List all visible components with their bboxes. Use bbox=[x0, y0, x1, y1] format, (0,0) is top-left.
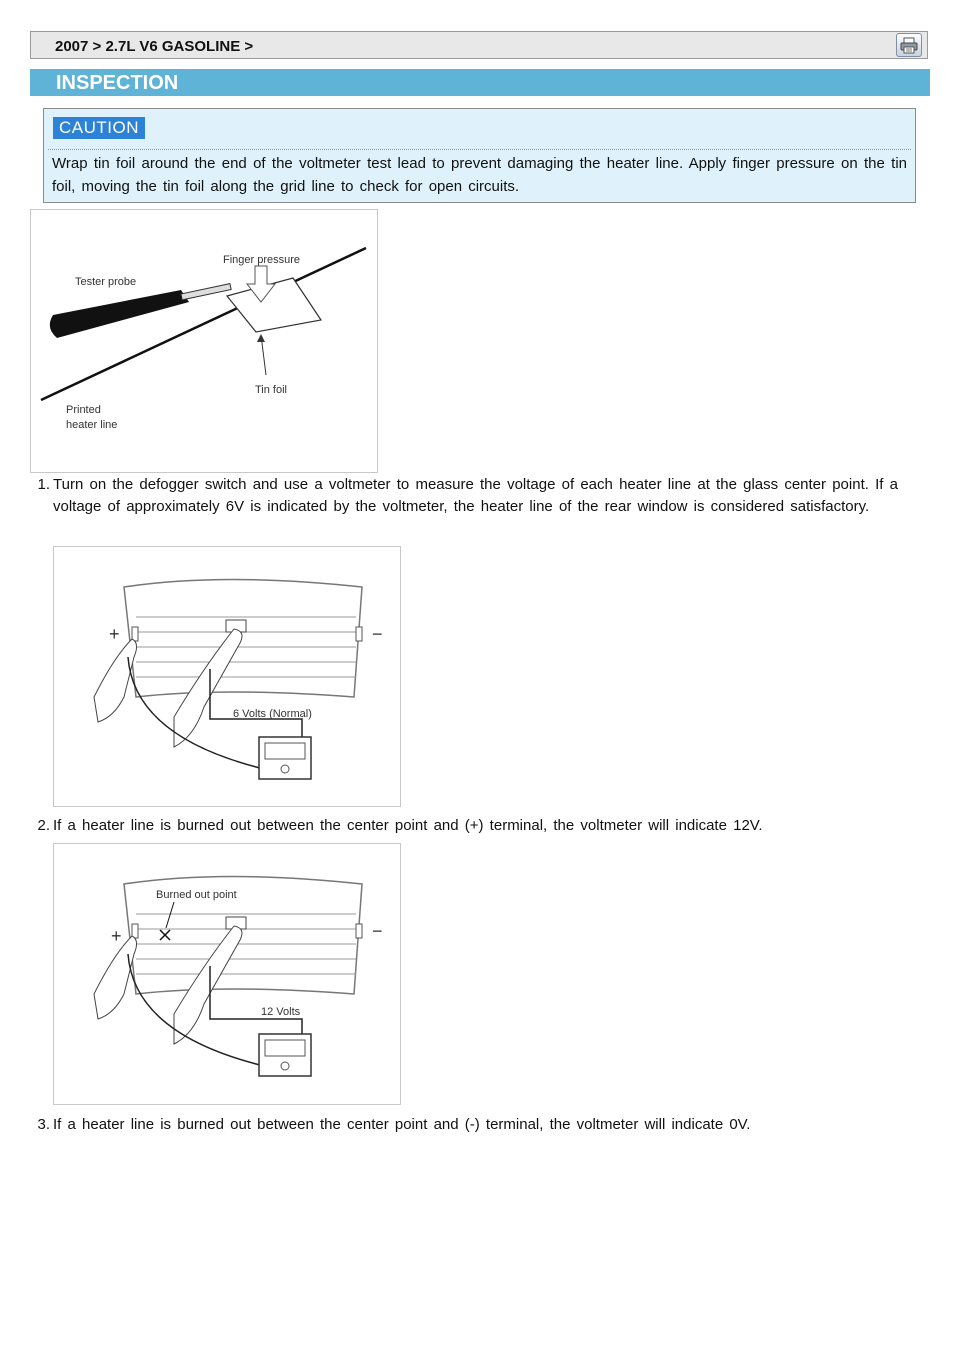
caution-divider bbox=[48, 149, 911, 150]
tin-foil-label: Tin foil bbox=[255, 384, 287, 396]
step-text: If a heater line is burned out between the center point and (-) terminal, the voltmeter will indicate 0V. bbox=[53, 1116, 751, 1133]
caution-text: Wrap tin foil around the end of the voltmeter test lead to prevent damaging the heater line. Apply finger pressure on the tin foil, moving the tin foil along the grid line to check for open circuits. bbox=[52, 155, 907, 195]
section-title: INSPECTION bbox=[56, 72, 179, 94]
step-2 bbox=[30, 815, 900, 837]
breadcrumb-text[interactable]: 2007 > 2.7L V6 GASOLINE > bbox=[55, 38, 254, 55]
six-volts-figure bbox=[53, 546, 401, 807]
finger-pressure-label: Finger pressure bbox=[223, 254, 301, 266]
plus-terminal-label: + bbox=[111, 926, 122, 946]
printed-label: Printed bbox=[66, 404, 101, 416]
plus-terminal-label: + bbox=[109, 624, 120, 644]
breadcrumb bbox=[30, 31, 928, 59]
step-number: 2. bbox=[37, 817, 50, 834]
caution-box bbox=[43, 108, 916, 203]
twelve-volts-label: 12 Volts bbox=[261, 1006, 301, 1018]
tester-probe-label: Tester probe bbox=[75, 276, 137, 288]
step-1 bbox=[30, 474, 900, 540]
section-header bbox=[30, 69, 930, 96]
six-volts-label: 6 Volts (Normal) bbox=[233, 708, 312, 720]
minus-terminal-label: − bbox=[372, 624, 383, 644]
tester-probe-figure bbox=[30, 209, 378, 473]
step-3 bbox=[30, 1114, 900, 1136]
twelve-volts-figure bbox=[53, 843, 401, 1105]
step-text: Turn on the defogger switch and use a voltmeter to measure the voltage of each heater line at the glass center point. If a voltage of approximately 6V is indicated by the voltmeter, the heater line of the rear window is considered satisfactory. bbox=[53, 476, 898, 515]
step-number: 1. bbox=[37, 476, 50, 493]
print-button[interactable] bbox=[896, 33, 922, 57]
burned-out-point-label: Burned out point bbox=[156, 889, 237, 901]
step-text: If a heater line is burned out between the center point and (+) terminal, the voltmeter will indicate 12V. bbox=[53, 817, 763, 834]
step-number: 3. bbox=[37, 1116, 50, 1133]
minus-terminal-label: − bbox=[372, 921, 383, 941]
heater-line-label: heater line bbox=[66, 419, 118, 431]
printer-icon bbox=[900, 37, 918, 54]
caution-badge: CAUTION bbox=[53, 117, 145, 139]
